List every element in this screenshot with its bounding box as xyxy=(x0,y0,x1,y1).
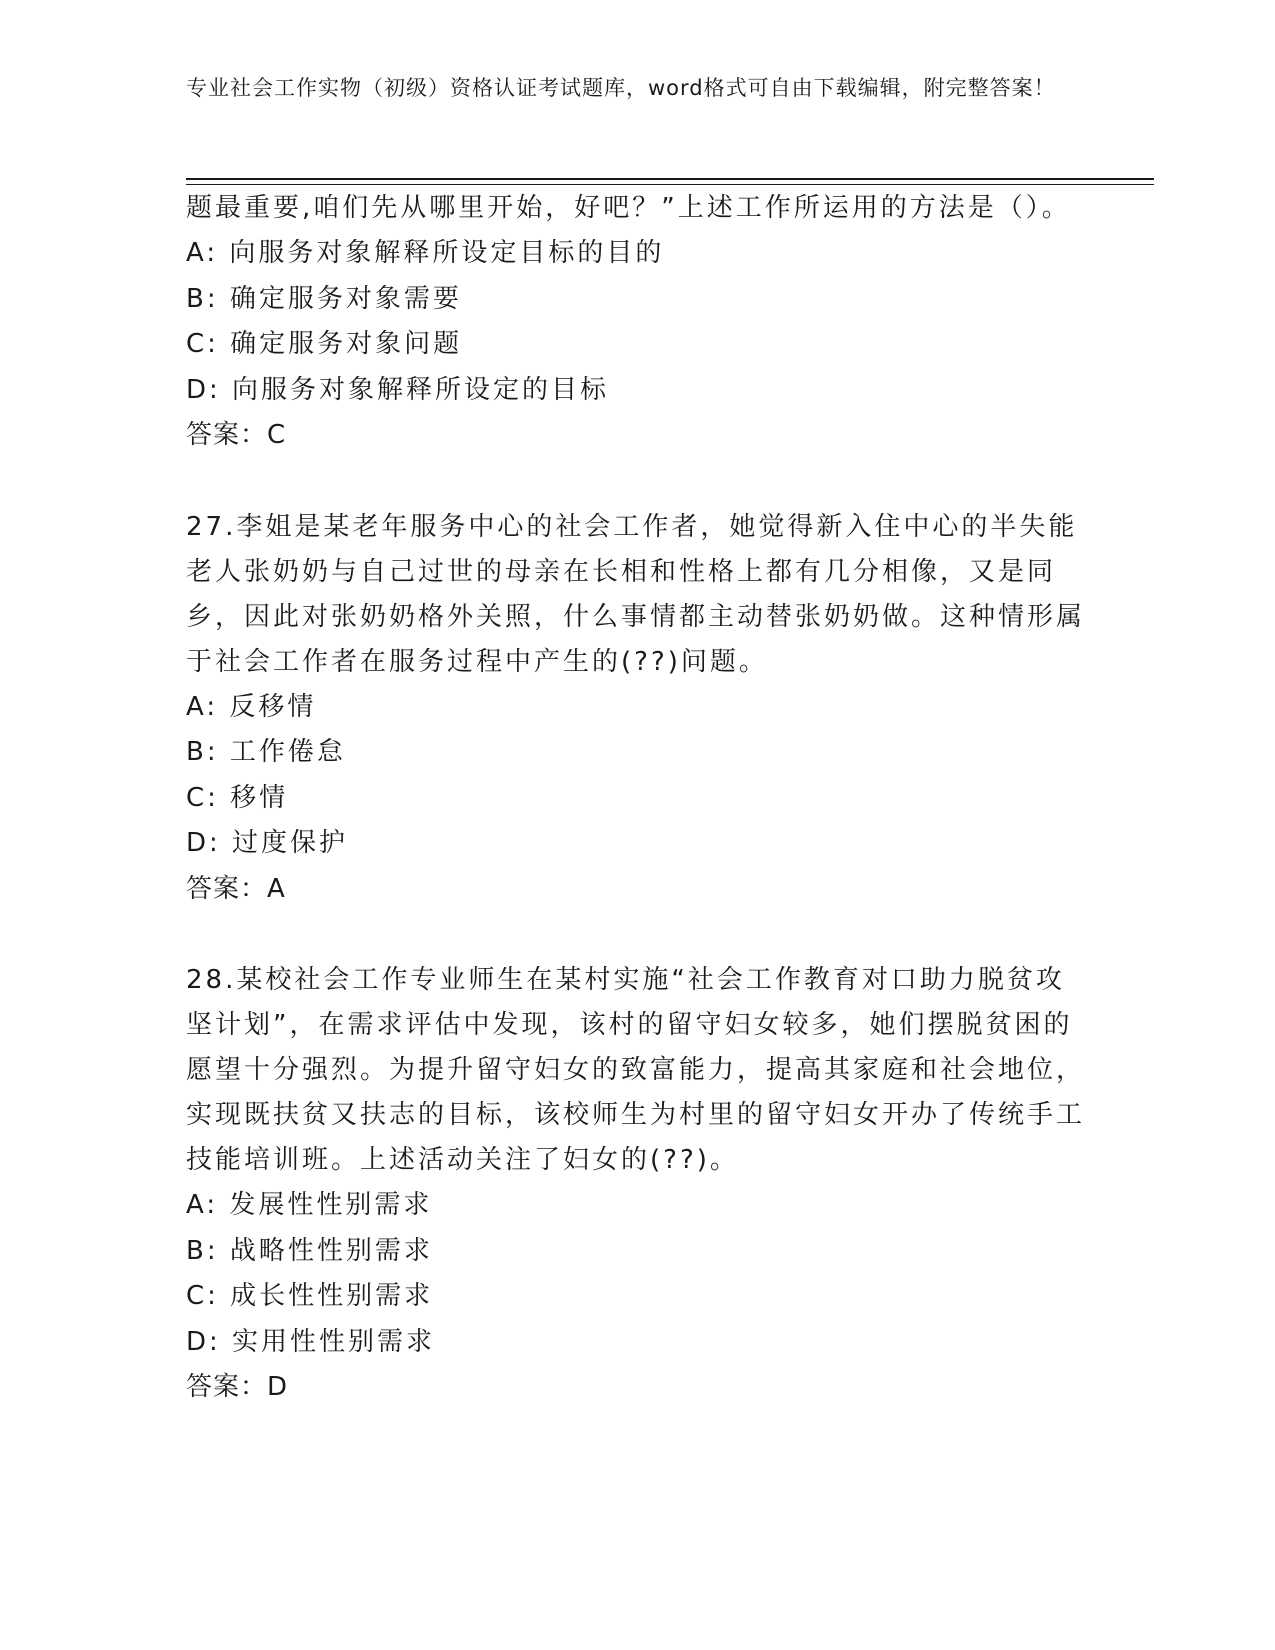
question-stem: 题最重要,咱们先从哪里开始，好吧？”上述工作所运用的方法是（）。 xyxy=(186,193,1071,223)
question-content xyxy=(186,186,1086,1411)
question-block xyxy=(186,958,1086,1411)
question-block xyxy=(186,186,1086,459)
header-divider-thin xyxy=(186,184,1154,185)
spacer xyxy=(186,912,1086,958)
question-stem: 28.某校社会工作专业师生在某村实施“社会工作教育对口助力脱贫攻坚计划”，在需求评估中发现，该村的留守妇女较多，她们摆脱贫困的愿望十分强烈。为提升留守妇女的致富能力，提高其家庭和社会地位，实现既扶贫又扶志的目标，该校师生为村里的留守妇女开办了传统手工技能培训班。上述活动关注了妇女的(??)。 xyxy=(186,965,1086,1175)
option-d: D: 过度保护 xyxy=(186,828,349,858)
option-a: A: 发展性性别需求 xyxy=(186,1190,433,1220)
answer: 答案：C xyxy=(186,420,287,450)
option-d: D: 实用性性别需求 xyxy=(186,1326,436,1357)
option-b: B: 工作倦怠 xyxy=(186,737,346,767)
spacer xyxy=(186,459,1086,505)
answer: 答案：D xyxy=(186,1372,289,1402)
question-block xyxy=(186,505,1086,913)
option-a: A: 向服务对象解释所设定目标的目的 xyxy=(186,238,665,268)
header-divider-thick xyxy=(186,178,1154,180)
option-c: C: 成长性性别需求 xyxy=(186,1281,434,1311)
document-header: 专业社会工作实物（初级）资格认证考试题库，word格式可自由下载编辑，附完整答案！ xyxy=(186,76,1056,100)
option-c: C: 移情 xyxy=(186,782,289,813)
option-c: C: 确定服务对象问题 xyxy=(186,329,463,359)
option-b: B: 战略性性别需求 xyxy=(186,1235,433,1266)
option-a: A: 反移情 xyxy=(186,691,317,722)
answer: 答案：A xyxy=(186,873,286,904)
option-b: B: 确定服务对象需要 xyxy=(186,283,462,314)
question-stem: 27.李姐是某老年服务中心的社会工作者，她觉得新入住中心的半失能老人张奶奶与自己过世的母亲在长相和性格上都有几分相像，又是同乡，因此对张奶奶格外关照，什么事情都主动替张奶奶做。这种情形属于社会工作者在服务过程中产生的(??)问题。 xyxy=(186,511,1086,677)
option-d: D: 向服务对象解释所设定的目标 xyxy=(186,374,610,405)
